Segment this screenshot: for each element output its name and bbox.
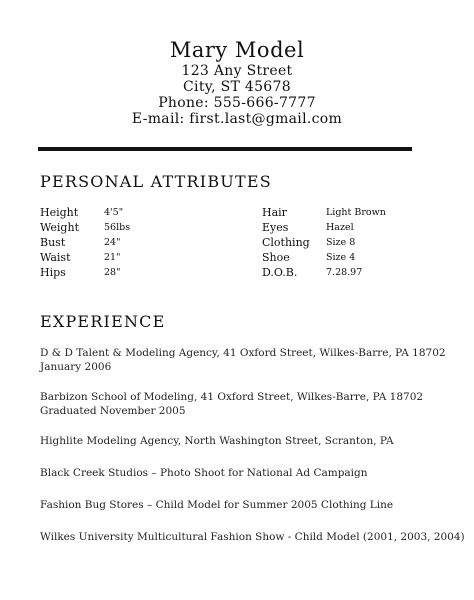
attribute-label: Waist xyxy=(40,251,71,264)
attribute-row xyxy=(262,250,422,265)
attributes-left-column xyxy=(40,205,190,280)
experience-line: Barbizon School of Modeling, 41 Oxford Street, Wilkes-Barre, PA 18702 xyxy=(40,391,424,403)
attribute-value: Hazel xyxy=(326,222,354,233)
attribute-row xyxy=(262,235,422,250)
candidate-name: Mary Model xyxy=(169,38,305,62)
attribute-label: Clothing xyxy=(262,236,310,249)
attribute-value: Size 4 xyxy=(326,252,356,263)
attribute-value: 28" xyxy=(104,267,121,278)
attribute-label: D.O.B. xyxy=(262,266,298,279)
personal-attributes-heading: PERSONAL ATTRIBUTES xyxy=(40,172,272,191)
attribute-value: Size 8 xyxy=(326,237,356,248)
attribute-row xyxy=(262,265,422,280)
experience-list xyxy=(40,346,465,560)
experience-line: Black Creek Studios – Photo Shoot for National Ad Campaign xyxy=(40,467,368,479)
attribute-label: Eyes xyxy=(262,221,289,234)
experience-item xyxy=(40,434,440,448)
attributes-right-column xyxy=(262,205,422,280)
attribute-label: Hips xyxy=(40,266,66,279)
attribute-value: Light Brown xyxy=(326,207,386,218)
experience-date: January 2006 xyxy=(40,361,112,373)
attribute-value: 24" xyxy=(104,237,121,248)
phone-number: Phone: 555-666-7777 xyxy=(158,95,316,111)
header-divider xyxy=(38,147,412,151)
attribute-value: 7.28.97 xyxy=(326,267,363,278)
resume-header xyxy=(0,38,474,127)
street-address: 123 Any Street xyxy=(181,63,293,79)
experience-date: Graduated November 2005 xyxy=(40,405,186,417)
experience-item xyxy=(40,390,440,418)
attribute-row xyxy=(262,220,422,235)
attribute-value: 56lbs xyxy=(104,222,131,233)
attribute-row xyxy=(40,250,190,265)
attribute-label: Bust xyxy=(40,236,66,249)
email-address: E-mail: first.last@gmail.com xyxy=(131,111,343,127)
attribute-row xyxy=(40,205,190,220)
experience-item xyxy=(40,346,446,374)
attribute-row xyxy=(40,220,190,235)
attribute-label: Weight xyxy=(40,221,79,234)
city-state-zip: City, ST 45678 xyxy=(183,79,291,95)
experience-item xyxy=(40,466,440,480)
experience-item xyxy=(40,498,440,512)
attribute-value: 21" xyxy=(104,252,121,263)
attribute-label: Shoe xyxy=(262,251,290,264)
experience-heading: EXPERIENCE xyxy=(40,312,166,331)
experience-line: D & D Talent & Modeling Agency, 41 Oxford Street, Wilkes-Barre, PA 18702 xyxy=(40,347,446,359)
experience-line: Wilkes University Multicultural Fashion Show - Child Model (2001, 2003, 2004) xyxy=(40,531,465,543)
attribute-row xyxy=(40,235,190,250)
attribute-row xyxy=(262,205,422,220)
experience-line: Highlite Modeling Agency, North Washington Street, Scranton, PA xyxy=(40,435,394,447)
attribute-value: 4'5" xyxy=(104,207,124,218)
attribute-row xyxy=(40,265,190,280)
attribute-label: Height xyxy=(40,206,79,219)
attribute-label: Hair xyxy=(262,206,287,219)
experience-line: Fashion Bug Stores – Child Model for Summer 2005 Clothing Line xyxy=(40,499,394,511)
experience-item xyxy=(40,530,465,544)
